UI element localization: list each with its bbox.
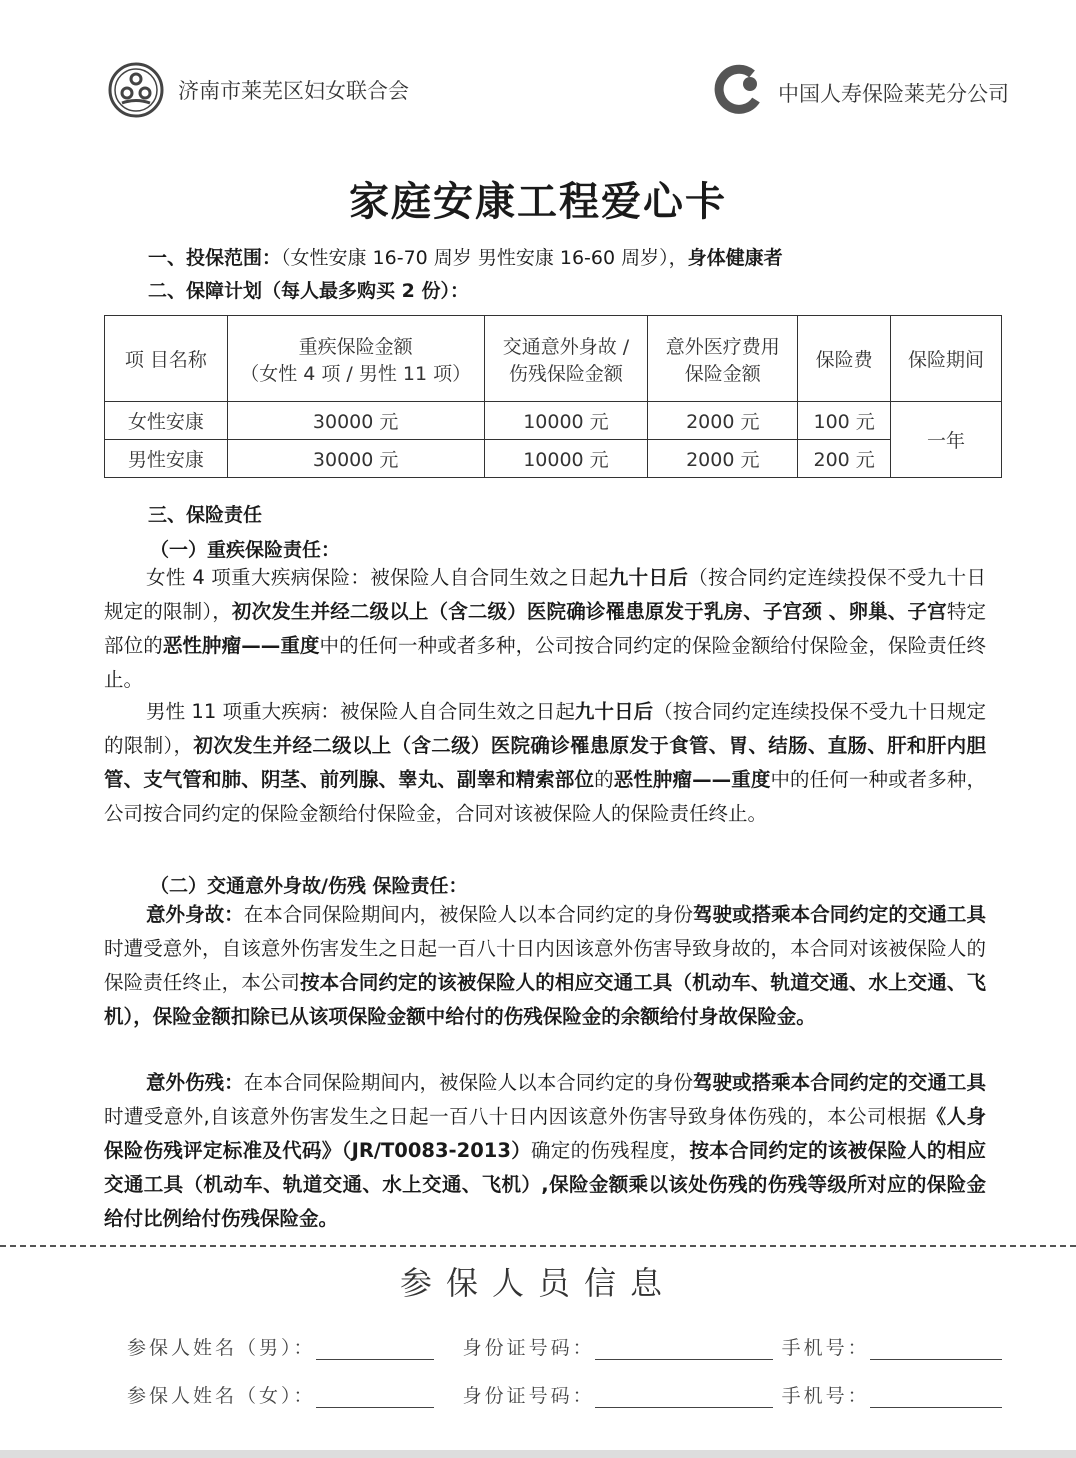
period-cell: 一年 xyxy=(891,402,1002,478)
section-1-bold: 身体健康者 xyxy=(687,247,783,269)
accidental-disability-paragraph: 意外伤残：在本合同保险期间内，被保险人以本合同约定的身份驾驶或搭乘本合同约定的交通工具时遭受意外,自该意外伤害发生之日起一百八十日内因该意外伤害导致身体伤残的，本公司根据《人身保险伤残评定标准及代码》（JR/T0083-2013）确定的伤残程度，按本合同约定的该被保险人的相应交通工具（机动车、轨道交通、水上交通、飞机）,保险金额乘以该处伤残的伤残等级所对应的保险金给付比例给付伤残保险金。 xyxy=(104,1071,986,1230)
form-row-male xyxy=(127,1333,1002,1360)
form-row-female xyxy=(127,1381,1002,1408)
table-cell: 2000 元 xyxy=(648,402,798,440)
header-medical: 意外医疗费用 保险金额 xyxy=(648,316,798,402)
header-period: 保险期间 xyxy=(891,316,1002,402)
section-1 xyxy=(148,243,783,270)
cut-line-divider xyxy=(0,1245,1076,1247)
male-name-field[interactable] xyxy=(316,1339,434,1360)
org-name-right: 中国人寿保险莱芜分公司 xyxy=(778,82,1009,106)
female-phone-label: 手机号： xyxy=(781,1385,870,1407)
female-id-field[interactable] xyxy=(595,1387,773,1408)
china-life-logo-icon xyxy=(712,64,766,118)
org-name-left: 济南市莱芜区妇女联合会 xyxy=(178,79,409,103)
table-row xyxy=(105,402,1002,440)
table-cell: 男性安康 xyxy=(105,440,228,478)
header-premium: 保险费 xyxy=(798,316,891,402)
subsection-2-label: （二）交通意外身故/伤残 保险责任： xyxy=(150,875,468,897)
table-row xyxy=(105,440,1002,478)
document-title: 家庭安康工程爱心卡 xyxy=(349,178,727,225)
document-header xyxy=(0,0,1076,130)
table-cell: 100 元 xyxy=(798,402,891,440)
header-item-name: 项 目名称 xyxy=(105,316,228,402)
accidental-death-paragraph: 意外身故：在本合同保险期间内，被保险人以本合同约定的身份驾驶或搭乘本合同约定的交通工具时遭受意外，自该意外伤害发生之日起一百八十日内因该意外伤害导致身故的，本合同对该被保险人的保险责任终止，本公司按本合同约定的该被保险人的相应交通工具（机动车、轨道交通、水上交通、飞机），保险金额扣除已从该项保险金额中给付的伤残保险金的余额给付身故保险金。 xyxy=(104,903,986,1028)
plan-table xyxy=(104,315,1002,478)
table-cell: 女性安康 xyxy=(105,402,228,440)
subsection-1-label: （一）重疾保险责任： xyxy=(150,539,341,561)
female-id-label: 身份证号码： xyxy=(462,1385,595,1407)
table-cell: 30000 元 xyxy=(227,402,484,440)
table-cell: 2000 元 xyxy=(648,440,798,478)
bottom-edge xyxy=(0,1450,1076,1458)
table-cell: 10000 元 xyxy=(484,440,648,478)
table-header-row xyxy=(105,316,1002,402)
male-id-field[interactable] xyxy=(595,1339,773,1360)
section-1-text: （女性安康 16-70 周岁 男性安康 16-60 周岁）， xyxy=(281,247,688,269)
header-traffic-accident: 交通意外身故 / 伤残保险金额 xyxy=(484,316,648,402)
female-name-label: 参保人姓名（女）： xyxy=(127,1385,316,1407)
info-section-title: 参保人员信息 xyxy=(399,1264,676,1302)
male-id-label: 身份证号码： xyxy=(462,1337,595,1359)
table-cell: 30000 元 xyxy=(227,440,484,478)
section-1-label: 一、投保范围： xyxy=(148,247,282,269)
female-critical-illness-paragraph: 女性 4 项重大疾病保险：被保险人自合同生效之日起九十日后（按合同约定连续投保不受九十日规定的限制），初次发生并经二级以上（含二级）医院确诊罹患原发于乳房、子宫颈 、卵巢、子宫特定部位的恶性肿瘤——重度中的任何一种或者多种，公司按合同约定的保险金额给付保险金，保险责任终止。 xyxy=(104,566,986,691)
section-3-label: 三、保险责任 xyxy=(148,504,263,526)
table-cell: 200 元 xyxy=(798,440,891,478)
male-phone-label: 手机号： xyxy=(781,1337,870,1359)
womens-federation-logo-icon xyxy=(108,62,164,118)
section-2-label: 二、保障计划（每人最多购买 2 份）： xyxy=(148,280,469,302)
table-cell: 10000 元 xyxy=(484,402,648,440)
male-critical-illness-paragraph: 男性 11 项重大疾病：被保险人自合同生效之日起九十日后（按合同约定连续投保不受九十日规定的限制），初次发生并经二级以上（含二级）医院确诊罹患原发于食管、胃、结肠、直肠、肝和肝内胆管、支气管和肺、阴茎、前列腺、睾丸、副睾和精索部位的恶性肿瘤——重度中的任何一种或者多种，公司按合同约定的保险金额给付保险金，合同对该被保险人的保险责任终止。 xyxy=(104,700,986,825)
female-name-field[interactable] xyxy=(316,1387,434,1408)
female-phone-field[interactable] xyxy=(870,1387,1002,1408)
male-name-label: 参保人姓名（男）： xyxy=(127,1337,316,1359)
header-critical-illness: 重疾保险金额 （女性 4 项 / 男性 11 项） xyxy=(227,316,484,402)
male-phone-field[interactable] xyxy=(870,1339,1002,1360)
